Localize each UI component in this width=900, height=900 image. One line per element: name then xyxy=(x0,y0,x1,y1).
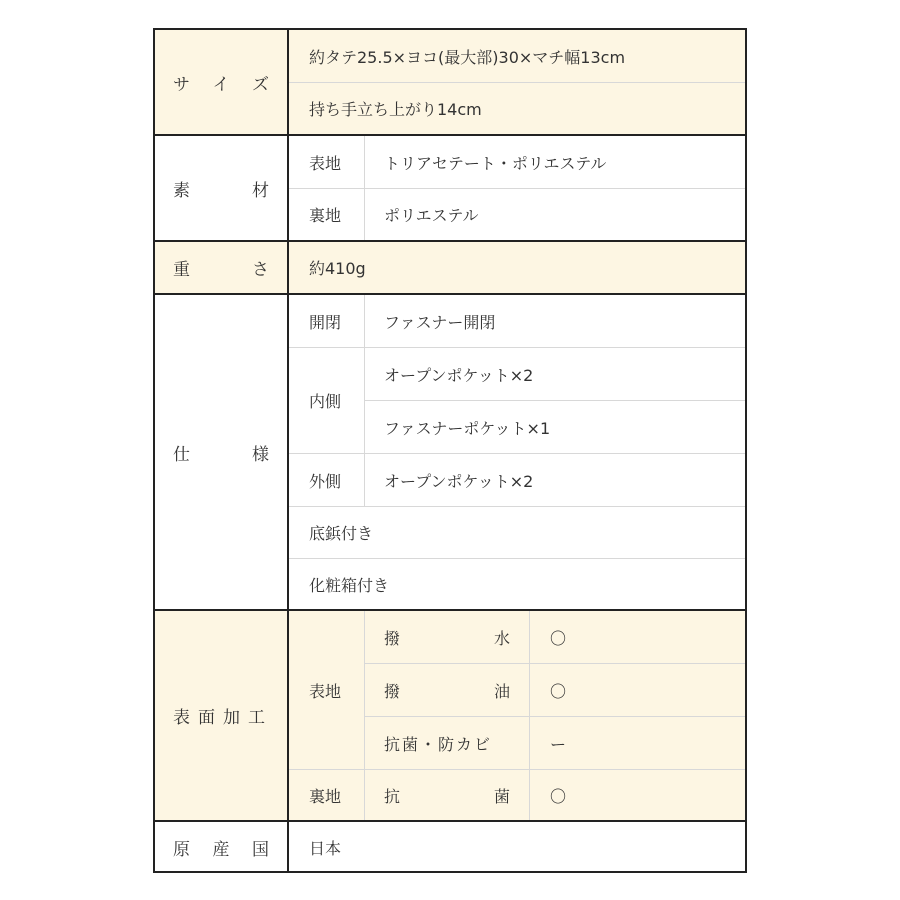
size-handle-height: 持ち手立ち上がり14cm xyxy=(309,100,482,119)
surface-label: 表 面 加 工 xyxy=(155,611,289,820)
material-lining-value: ポリエステル xyxy=(384,206,479,225)
spec-closure-value: ファスナー開閉 xyxy=(384,312,496,332)
product-spec-table xyxy=(153,28,747,873)
surface-oil-repellent: 撥 油 xyxy=(384,681,510,701)
size-label: サ イ ズ xyxy=(155,30,289,134)
spec-bottom-studs: 底鋲付き xyxy=(309,524,374,543)
surface-section xyxy=(155,611,745,822)
column-divider xyxy=(364,611,365,820)
surface-water-value: 〇 xyxy=(550,628,567,648)
column-divider xyxy=(364,295,365,506)
surface-antibac-value: 〇 xyxy=(550,786,567,806)
surface-outer-label: 表地 xyxy=(309,681,342,701)
material-lining-label: 裏地 xyxy=(309,206,342,225)
spec-inside-value-2: ファスナーポケット×1 xyxy=(384,418,551,438)
weight-section xyxy=(155,242,745,295)
material-outer-label: 表地 xyxy=(309,153,342,173)
spec-section xyxy=(155,295,745,611)
surface-antibacterial: 抗 菌 xyxy=(384,786,510,806)
origin-label: 原 産 国 xyxy=(155,822,289,873)
surface-oil-value: 〇 xyxy=(550,681,567,701)
spec-gift-box: 化粧箱付き xyxy=(309,575,390,595)
weight-value: 約410g xyxy=(309,259,366,278)
spec-inside-label: 内側 xyxy=(309,392,342,411)
weight-label: 重 さ xyxy=(155,242,289,293)
surface-antibac-mold: 抗菌・防カビ xyxy=(384,734,493,754)
spec-inside-value-1: オープンポケット×2 xyxy=(384,365,534,385)
spec-outside-value: オープンポケット×2 xyxy=(384,471,534,491)
material-outer-value: トリアセテート・ポリエステル xyxy=(384,153,607,173)
spec-closure-label: 開閉 xyxy=(309,312,342,332)
origin-section xyxy=(155,822,745,873)
column-divider xyxy=(364,136,365,240)
column-divider xyxy=(529,611,530,820)
size-dimensions: 約タテ25.5×ヨコ(最大部)30×マチ幅13cm xyxy=(309,47,626,67)
material-section xyxy=(155,136,745,242)
surface-water-repellent: 撥 水 xyxy=(384,628,510,648)
spec-outside-label: 外側 xyxy=(309,471,342,491)
origin-value: 日本 xyxy=(309,839,342,858)
size-section xyxy=(155,30,745,136)
surface-lining-label: 裏地 xyxy=(309,786,342,806)
surface-antibac-mold-value: ー xyxy=(550,734,567,754)
spec-label: 仕 様 xyxy=(155,295,289,609)
material-label: 素 材 xyxy=(155,136,289,240)
